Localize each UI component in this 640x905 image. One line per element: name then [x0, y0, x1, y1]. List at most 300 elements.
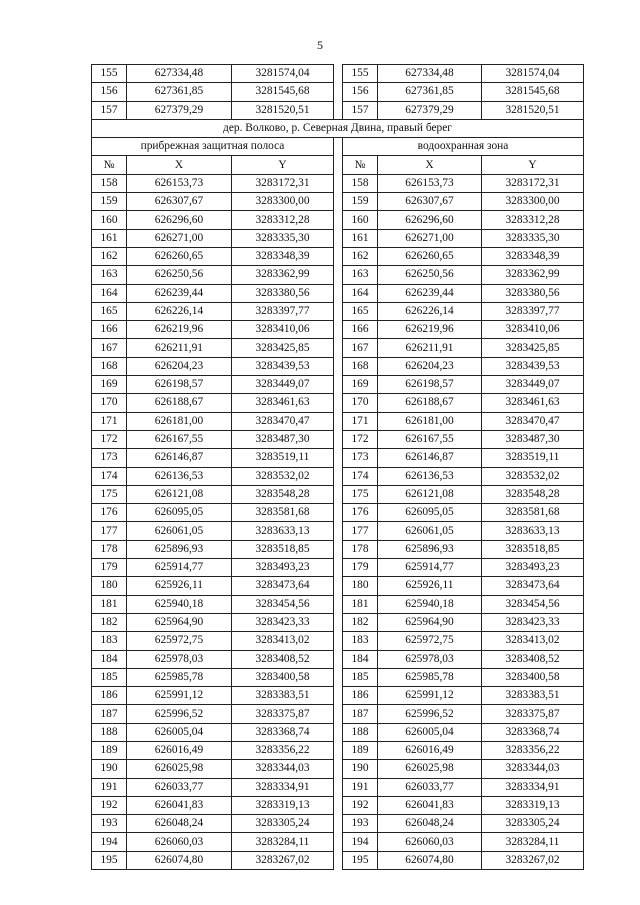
- right-y-value: 3283172,31: [482, 174, 584, 192]
- right-y-value: 3283344,03: [482, 760, 584, 778]
- left-point-number: 155: [92, 65, 127, 83]
- table-row: [92, 376, 584, 394]
- right-point-number: 179: [343, 559, 378, 577]
- right-section-heading: водоохранная зона: [343, 138, 584, 156]
- left-point-number: 184: [92, 650, 127, 668]
- left-point-number: 190: [92, 760, 127, 778]
- right-point-number: 187: [343, 705, 378, 723]
- left-point-number: 181: [92, 595, 127, 613]
- table-row: [92, 321, 584, 339]
- right-point-number: 182: [343, 613, 378, 631]
- right-y-value: 3283461,63: [482, 394, 584, 412]
- right-y-value: 3283305,24: [482, 815, 584, 833]
- left-y-value: 3283300,00: [232, 193, 334, 211]
- left-x-value: 626204,23: [127, 357, 232, 375]
- right-point-number: 165: [343, 302, 378, 320]
- right-point-number: 192: [343, 796, 378, 814]
- right-point-number: 159: [343, 193, 378, 211]
- column-gap: [334, 668, 343, 686]
- left-y-value: 3283397,77: [232, 302, 334, 320]
- right-x-value: 626239,44: [378, 284, 482, 302]
- left-y-value: 3283518,85: [232, 540, 334, 558]
- left-x-value: 626005,04: [127, 723, 232, 741]
- left-x-value: 626153,73: [127, 174, 232, 192]
- right-x-value: 626250,56: [378, 266, 482, 284]
- left-x-value: 626146,87: [127, 449, 232, 467]
- right-y-value: 3281574,04: [482, 65, 584, 83]
- right-y-value: 3283397,77: [482, 302, 584, 320]
- left-point-number: 162: [92, 247, 127, 265]
- left-point-number: 182: [92, 613, 127, 631]
- right-x-value: 626146,87: [378, 449, 482, 467]
- left-point-number: 194: [92, 833, 127, 851]
- column-gap: [334, 284, 343, 302]
- left-y-value: 3283356,22: [232, 741, 334, 759]
- right-x-value: 625991,12: [378, 687, 482, 705]
- left-header-x: X: [127, 156, 232, 174]
- table-row: [92, 705, 584, 723]
- column-gap: [334, 376, 343, 394]
- right-x-value: 626204,23: [378, 357, 482, 375]
- right-y-value: 3283454,56: [482, 595, 584, 613]
- column-gap: [334, 815, 343, 833]
- left-point-number: 179: [92, 559, 127, 577]
- column-gap: [334, 174, 343, 192]
- left-point-number: 178: [92, 540, 127, 558]
- left-y-value: 3281574,04: [232, 65, 334, 83]
- right-point-number: 158: [343, 174, 378, 192]
- right-x-value: 625985,78: [378, 668, 482, 686]
- left-y-value: 3283470,47: [232, 412, 334, 430]
- right-point-number: 163: [343, 266, 378, 284]
- left-x-value: 627379,29: [127, 101, 232, 119]
- right-y-value: 3283413,02: [482, 632, 584, 650]
- left-x-value: 625914,77: [127, 559, 232, 577]
- right-x-value: 625978,03: [378, 650, 482, 668]
- table-row: [92, 247, 584, 265]
- left-x-value: 625926,11: [127, 577, 232, 595]
- right-x-value: 626271,00: [378, 229, 482, 247]
- left-point-number: 165: [92, 302, 127, 320]
- right-y-value: 3283581,68: [482, 504, 584, 522]
- left-point-number: 167: [92, 339, 127, 357]
- left-y-value: 3283375,87: [232, 705, 334, 723]
- left-section-heading: прибрежная защитная полоса: [92, 138, 334, 156]
- right-x-value: 625896,93: [378, 540, 482, 558]
- left-x-value: 625972,75: [127, 632, 232, 650]
- table-row: [92, 687, 584, 705]
- table-row: [92, 266, 584, 284]
- right-point-number: 184: [343, 650, 378, 668]
- left-x-value: 626296,60: [127, 211, 232, 229]
- column-gap: [334, 394, 343, 412]
- right-x-value: 626188,67: [378, 394, 482, 412]
- column-gap: [334, 229, 343, 247]
- left-y-value: 3283449,07: [232, 376, 334, 394]
- left-point-number: 192: [92, 796, 127, 814]
- table-row: [92, 211, 584, 229]
- left-y-value: 3283400,58: [232, 668, 334, 686]
- right-x-value: 626153,73: [378, 174, 482, 192]
- right-point-number: 161: [343, 229, 378, 247]
- left-point-number: 163: [92, 266, 127, 284]
- table-row: [92, 741, 584, 759]
- left-y-value: 3283548,28: [232, 485, 334, 503]
- left-x-value: 626260,65: [127, 247, 232, 265]
- right-header-number: №: [343, 156, 378, 174]
- right-y-value: 3283410,06: [482, 321, 584, 339]
- left-header-y: Y: [232, 156, 334, 174]
- left-x-value: 626211,91: [127, 339, 232, 357]
- right-y-value: 3283356,22: [482, 741, 584, 759]
- left-point-number: 158: [92, 174, 127, 192]
- left-y-value: 3283493,23: [232, 559, 334, 577]
- left-point-number: 172: [92, 430, 127, 448]
- left-point-number: 177: [92, 522, 127, 540]
- left-point-number: 164: [92, 284, 127, 302]
- left-point-number: 159: [92, 193, 127, 211]
- left-y-value: 3283413,02: [232, 632, 334, 650]
- right-point-number: 157: [343, 101, 378, 119]
- top-rows: [92, 65, 584, 120]
- right-x-value: 626060,03: [378, 833, 482, 851]
- right-y-value: 3283400,58: [482, 668, 584, 686]
- right-y-value: 3283335,30: [482, 229, 584, 247]
- table-row: [92, 522, 584, 540]
- right-x-value: 627334,48: [378, 65, 482, 83]
- right-point-number: 168: [343, 357, 378, 375]
- right-point-number: 155: [343, 65, 378, 83]
- right-point-number: 194: [343, 833, 378, 851]
- right-x-value: 626181,00: [378, 412, 482, 430]
- right-point-number: 169: [343, 376, 378, 394]
- column-gap: [334, 339, 343, 357]
- column-gap: [334, 833, 343, 851]
- left-point-number: 187: [92, 705, 127, 723]
- right-point-number: 170: [343, 394, 378, 412]
- right-header-x: X: [378, 156, 482, 174]
- right-x-value: 626041,83: [378, 796, 482, 814]
- left-header-number: №: [92, 156, 127, 174]
- left-point-number: 180: [92, 577, 127, 595]
- right-x-value: 626226,14: [378, 302, 482, 320]
- right-point-number: 175: [343, 485, 378, 503]
- right-point-number: 164: [343, 284, 378, 302]
- table-row: [92, 430, 584, 448]
- right-x-value: 626136,53: [378, 467, 482, 485]
- left-y-value: 3283487,30: [232, 430, 334, 448]
- left-y-value: 3283267,02: [232, 851, 334, 869]
- column-gap: [334, 522, 343, 540]
- left-point-number: 193: [92, 815, 127, 833]
- right-y-value: 3283362,99: [482, 266, 584, 284]
- right-point-number: 188: [343, 723, 378, 741]
- left-x-value: 626048,24: [127, 815, 232, 833]
- right-y-value: 3283380,56: [482, 284, 584, 302]
- column-gap: [334, 65, 343, 83]
- left-x-value: 626271,00: [127, 229, 232, 247]
- left-x-value: 625896,93: [127, 540, 232, 558]
- column-gap: [334, 851, 343, 869]
- right-x-value: 626033,77: [378, 778, 482, 796]
- left-x-value: 626250,56: [127, 266, 232, 284]
- table-row: [92, 229, 584, 247]
- right-y-value: 3283319,13: [482, 796, 584, 814]
- table-row: [92, 632, 584, 650]
- right-point-number: 160: [343, 211, 378, 229]
- table-row: [92, 796, 584, 814]
- right-y-value: 3283439,53: [482, 357, 584, 375]
- right-y-value: 3283267,02: [482, 851, 584, 869]
- right-x-value: 625964,90: [378, 613, 482, 631]
- right-point-number: 177: [343, 522, 378, 540]
- left-y-value: 3283348,39: [232, 247, 334, 265]
- right-point-number: 180: [343, 577, 378, 595]
- column-gap: [334, 540, 343, 558]
- left-point-number: 161: [92, 229, 127, 247]
- column-gap: [334, 467, 343, 485]
- left-x-value: 625991,12: [127, 687, 232, 705]
- left-x-value: 626095,05: [127, 504, 232, 522]
- left-point-number: 160: [92, 211, 127, 229]
- right-x-value: 625926,11: [378, 577, 482, 595]
- left-y-value: 3283425,85: [232, 339, 334, 357]
- left-x-value: 625940,18: [127, 595, 232, 613]
- column-gap: [334, 156, 343, 174]
- table-row: [92, 449, 584, 467]
- left-x-value: 626307,67: [127, 193, 232, 211]
- right-x-value: 627361,85: [378, 83, 482, 101]
- left-x-value: 626016,49: [127, 741, 232, 759]
- right-y-value: 3283633,13: [482, 522, 584, 540]
- column-gap: [334, 650, 343, 668]
- left-point-number: 185: [92, 668, 127, 686]
- right-point-number: 167: [343, 339, 378, 357]
- right-y-value: 3281545,68: [482, 83, 584, 101]
- right-y-value: 3283383,51: [482, 687, 584, 705]
- right-point-number: 186: [343, 687, 378, 705]
- left-y-value: 3283581,68: [232, 504, 334, 522]
- column-gap: [334, 723, 343, 741]
- right-y-value: 3283312,28: [482, 211, 584, 229]
- right-x-value: 626061,05: [378, 522, 482, 540]
- column-gap: [334, 412, 343, 430]
- right-y-value: 3283532,02: [482, 467, 584, 485]
- left-point-number: 169: [92, 376, 127, 394]
- table-row: [92, 668, 584, 686]
- left-x-value: 626121,08: [127, 485, 232, 503]
- right-point-number: 181: [343, 595, 378, 613]
- left-y-value: 3283532,02: [232, 467, 334, 485]
- column-gap: [334, 449, 343, 467]
- right-y-value: 3283487,30: [482, 430, 584, 448]
- right-point-number: 166: [343, 321, 378, 339]
- left-point-number: 173: [92, 449, 127, 467]
- table-row: [92, 851, 584, 869]
- column-gap: [334, 504, 343, 522]
- left-point-number: 168: [92, 357, 127, 375]
- right-x-value: 626048,24: [378, 815, 482, 833]
- table-row: [92, 504, 584, 522]
- left-y-value: 3283408,52: [232, 650, 334, 668]
- table-row: [92, 613, 584, 631]
- left-x-value: 626181,00: [127, 412, 232, 430]
- column-gap: [334, 247, 343, 265]
- page-number: 5: [317, 38, 323, 52]
- left-y-value: 3283380,56: [232, 284, 334, 302]
- left-point-number: 170: [92, 394, 127, 412]
- right-point-number: 195: [343, 851, 378, 869]
- left-x-value: 627361,85: [127, 83, 232, 101]
- table-row: [92, 559, 584, 577]
- left-x-value: 625964,90: [127, 613, 232, 631]
- right-point-number: 193: [343, 815, 378, 833]
- left-y-value: 3283319,13: [232, 796, 334, 814]
- right-point-number: 156: [343, 83, 378, 101]
- left-y-value: 3283335,30: [232, 229, 334, 247]
- table-row: [92, 723, 584, 741]
- column-gap: [334, 796, 343, 814]
- table-row: [92, 101, 584, 119]
- right-x-value: 626198,57: [378, 376, 482, 394]
- left-x-value: 626226,14: [127, 302, 232, 320]
- left-point-number: 191: [92, 778, 127, 796]
- left-x-value: 626219,96: [127, 321, 232, 339]
- left-x-value: 626074,80: [127, 851, 232, 869]
- right-y-value: 3281520,51: [482, 101, 584, 119]
- right-point-number: 162: [343, 247, 378, 265]
- left-x-value: 626041,83: [127, 796, 232, 814]
- left-y-value: 3281520,51: [232, 101, 334, 119]
- right-point-number: 176: [343, 504, 378, 522]
- table-row: [92, 339, 584, 357]
- right-x-value: 625914,77: [378, 559, 482, 577]
- right-x-value: 625996,52: [378, 705, 482, 723]
- left-x-value: 627334,48: [127, 65, 232, 83]
- column-gap: [334, 613, 343, 631]
- table-row: [92, 65, 584, 83]
- left-y-value: 3283461,63: [232, 394, 334, 412]
- right-x-value: 626167,55: [378, 430, 482, 448]
- column-gap: [334, 266, 343, 284]
- right-x-value: 625940,18: [378, 595, 482, 613]
- right-y-value: 3283470,47: [482, 412, 584, 430]
- left-y-value: 3283454,56: [232, 595, 334, 613]
- right-y-value: 3283284,11: [482, 833, 584, 851]
- left-y-value: 3283172,31: [232, 174, 334, 192]
- left-y-value: 3283423,33: [232, 613, 334, 631]
- left-x-value: 626167,55: [127, 430, 232, 448]
- left-y-value: 3283344,03: [232, 760, 334, 778]
- right-y-value: 3283368,74: [482, 723, 584, 741]
- column-gap: [334, 778, 343, 796]
- right-point-number: 190: [343, 760, 378, 778]
- column-gap: [334, 577, 343, 595]
- column-gap: [334, 302, 343, 320]
- column-gap: [334, 101, 343, 119]
- right-y-value: 3283449,07: [482, 376, 584, 394]
- table-row: [92, 778, 584, 796]
- right-x-value: 626025,98: [378, 760, 482, 778]
- column-gap: [334, 430, 343, 448]
- right-point-number: 183: [343, 632, 378, 650]
- left-x-value: 626033,77: [127, 778, 232, 796]
- column-gap: [334, 485, 343, 503]
- right-point-number: 189: [343, 741, 378, 759]
- right-point-number: 185: [343, 668, 378, 686]
- column-gap: [334, 193, 343, 211]
- right-y-value: 3283348,39: [482, 247, 584, 265]
- column-gap: [334, 760, 343, 778]
- right-y-value: 3283300,00: [482, 193, 584, 211]
- right-x-value: 626016,49: [378, 741, 482, 759]
- left-y-value: 3281545,68: [232, 83, 334, 101]
- column-gap: [334, 632, 343, 650]
- left-y-value: 3283312,28: [232, 211, 334, 229]
- right-y-value: 3283334,91: [482, 778, 584, 796]
- right-y-value: 3283518,85: [482, 540, 584, 558]
- right-x-value: 626074,80: [378, 851, 482, 869]
- left-y-value: 3283439,53: [232, 357, 334, 375]
- right-x-value: 626095,05: [378, 504, 482, 522]
- left-y-value: 3283383,51: [232, 687, 334, 705]
- left-y-value: 3283633,13: [232, 522, 334, 540]
- column-gap: [334, 559, 343, 577]
- table-row: [92, 83, 584, 101]
- column-gap: [334, 321, 343, 339]
- left-y-value: 3283284,11: [232, 833, 334, 851]
- left-y-value: 3283519,11: [232, 449, 334, 467]
- table-row: [92, 760, 584, 778]
- left-point-number: 189: [92, 741, 127, 759]
- right-y-value: 3283425,85: [482, 339, 584, 357]
- right-point-number: 172: [343, 430, 378, 448]
- table-row: [92, 485, 584, 503]
- table-row: [92, 394, 584, 412]
- left-y-value: 3283305,24: [232, 815, 334, 833]
- left-x-value: 626060,03: [127, 833, 232, 851]
- table-row: [92, 284, 584, 302]
- right-y-value: 3283548,28: [482, 485, 584, 503]
- left-point-number: 157: [92, 101, 127, 119]
- left-y-value: 3283410,06: [232, 321, 334, 339]
- right-x-value: 626219,96: [378, 321, 482, 339]
- left-point-number: 171: [92, 412, 127, 430]
- right-x-value: 626307,67: [378, 193, 482, 211]
- right-y-value: 3283519,11: [482, 449, 584, 467]
- table-row: [92, 467, 584, 485]
- right-y-value: 3283473,64: [482, 577, 584, 595]
- left-x-value: 625978,03: [127, 650, 232, 668]
- right-x-value: 626260,65: [378, 247, 482, 265]
- coordinate-rows: [92, 174, 584, 869]
- left-point-number: 175: [92, 485, 127, 503]
- table-row: [92, 833, 584, 851]
- left-point-number: 186: [92, 687, 127, 705]
- table-row: [92, 302, 584, 320]
- table-row: [92, 412, 584, 430]
- left-point-number: 176: [92, 504, 127, 522]
- right-point-number: 171: [343, 412, 378, 430]
- right-point-number: 178: [343, 540, 378, 558]
- right-point-number: 174: [343, 467, 378, 485]
- right-y-value: 3283493,23: [482, 559, 584, 577]
- column-gap: [334, 83, 343, 101]
- left-x-value: 626136,53: [127, 467, 232, 485]
- left-y-value: 3283334,91: [232, 778, 334, 796]
- table-row: [92, 193, 584, 211]
- right-point-number: 173: [343, 449, 378, 467]
